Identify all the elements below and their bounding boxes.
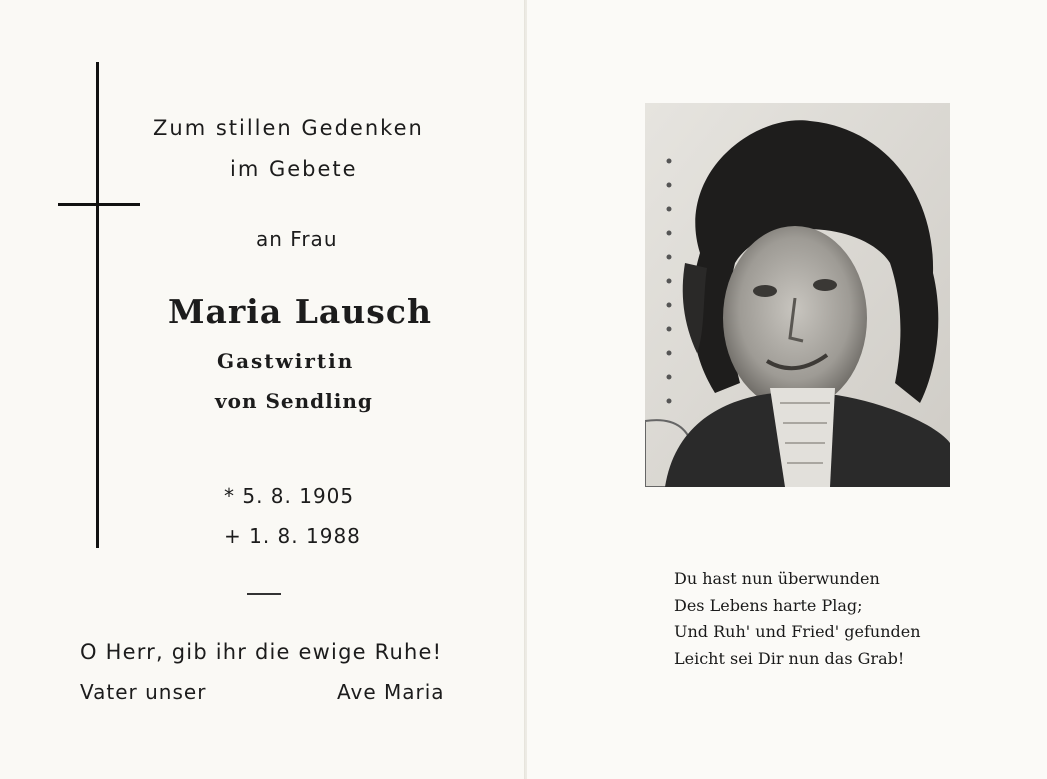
deceased-name: Maria Lausch	[168, 292, 432, 331]
divider	[247, 593, 281, 595]
cross-icon	[96, 62, 99, 548]
heading-line-1: Zum stillen Gedenken	[153, 116, 424, 140]
cross-icon-bar	[58, 203, 140, 206]
salutation: an Frau	[256, 227, 338, 251]
occupation: Gastwirtin	[217, 349, 355, 373]
prayer-line: O Herr, gib ihr die ewige Ruhe!	[80, 640, 443, 664]
verse-line-3: Und Ruh' und Fried' gefunden	[674, 622, 921, 641]
verse-line-1: Du hast nun überwunden	[674, 569, 880, 588]
birth-date: * 5. 8. 1905	[224, 484, 355, 508]
portrait-image	[645, 103, 950, 487]
memorial-verse	[674, 566, 921, 672]
verse-line-4: Leicht sei Dir nun das Grab!	[674, 648, 905, 668]
place: von Sendling	[215, 389, 373, 413]
portrait-photo	[645, 103, 950, 487]
prayer-ave-maria: Ave Maria	[337, 680, 445, 704]
death-date: + 1. 8. 1988	[224, 524, 361, 548]
prayer-vater-unser: Vater unser	[80, 680, 207, 704]
heading-line-2: im Gebete	[230, 157, 358, 181]
verse-line-2: Des Lebens harte Plag;	[674, 595, 863, 615]
